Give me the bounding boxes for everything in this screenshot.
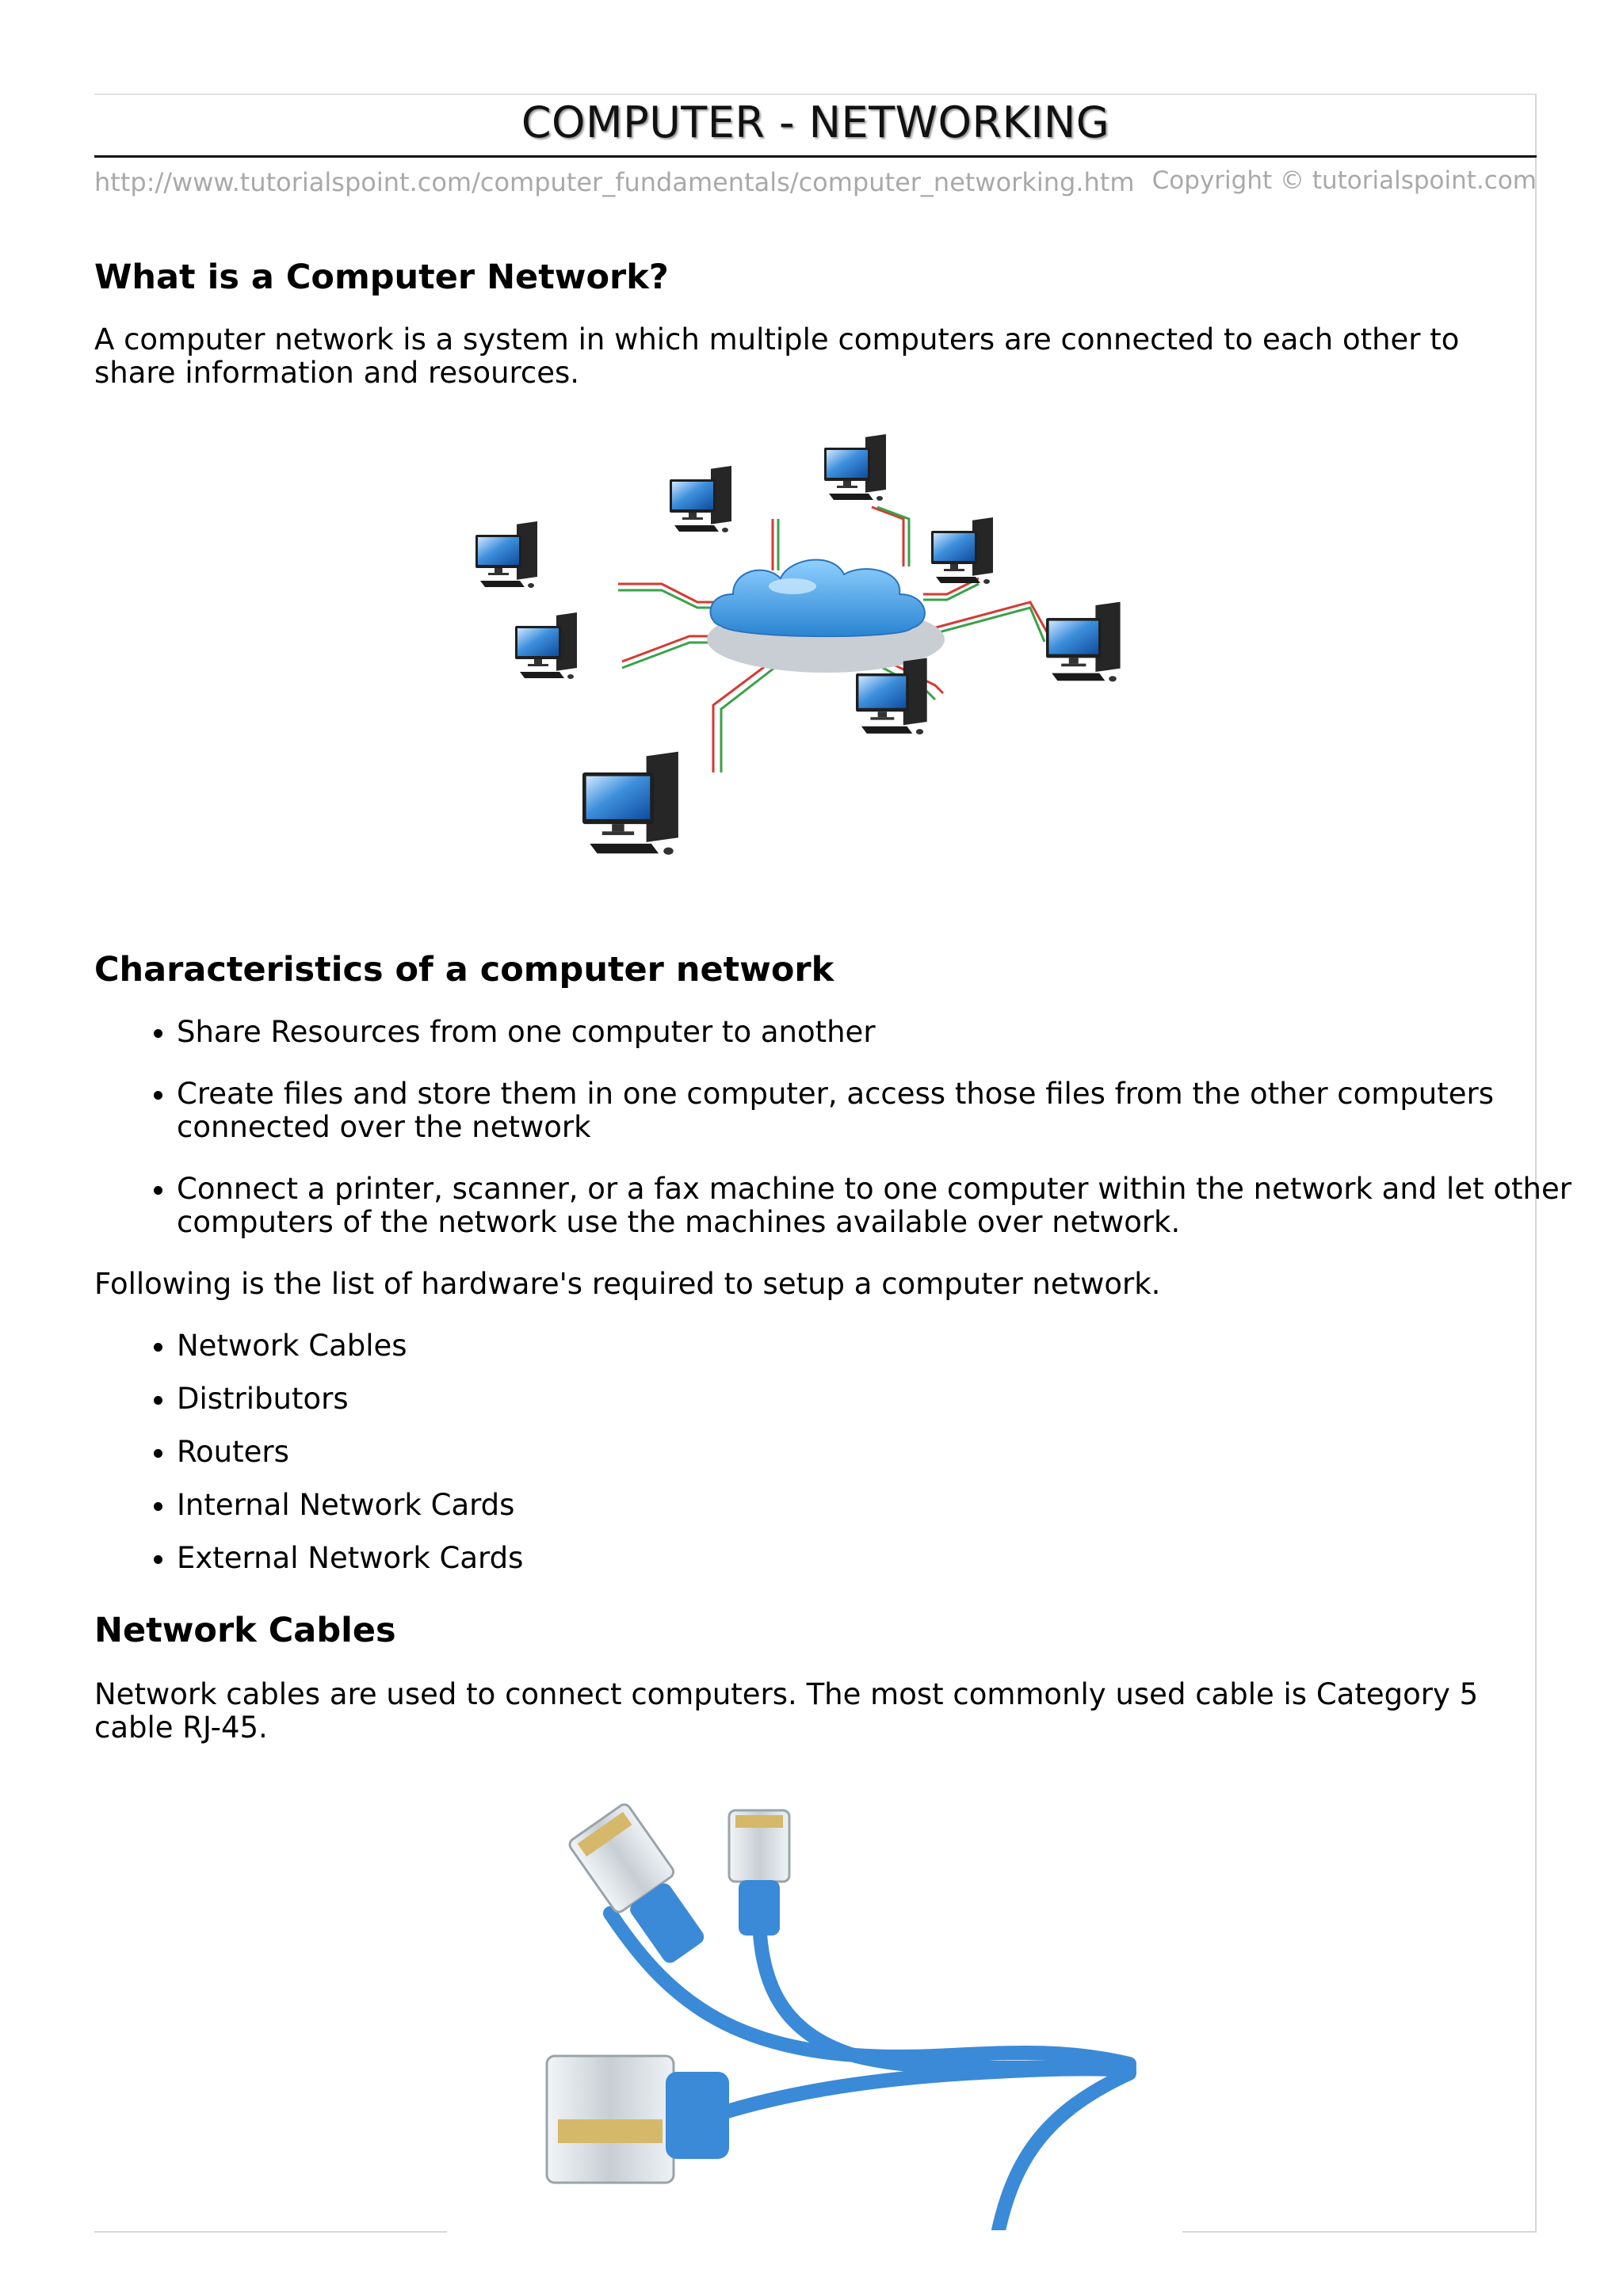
bottom-rule	[94, 2231, 447, 2233]
page-title: COMPUTER - NETWORKING	[521, 97, 1110, 147]
paragraph-network-definition: A computer network is a system in which multiple computers are connected to each other to share information and resources.	[94, 322, 1460, 390]
heading-network-cables: Network Cables	[94, 1611, 396, 1650]
heading-characteristics: Characteristics of a computer network	[94, 950, 834, 990]
rj45-connector-icon	[547, 2056, 729, 2183]
paragraph-hardware-intro: Following is the list of hardware's required to setup a computer network.	[94, 1267, 1161, 1301]
list-item: • Network Cables	[177, 1329, 523, 1363]
list-item: • External Network Cards	[177, 1542, 523, 1575]
heading-what-is-network: What is a Computer Network?	[94, 257, 669, 297]
computer-icon	[515, 612, 577, 679]
computer-icon	[475, 521, 537, 588]
hardware-list	[94, 1329, 523, 1575]
bottom-rule	[1182, 2231, 1537, 2233]
source-url[interactable]: http://www.tutorialspoint.com/computer_fundamentals/computer_networking.htm	[94, 167, 1135, 197]
list-item: • Routers	[177, 1436, 523, 1469]
rj45-cables-graphic	[491, 1794, 1149, 2230]
list-item: • Internal Network Cards	[177, 1489, 523, 1522]
list-item: • Distributors	[177, 1383, 523, 1416]
network-diagram-image	[460, 432, 1173, 907]
computer-icon	[931, 517, 993, 584]
copyright-notice: Copyright © tutorialspoint.com	[1151, 166, 1537, 195]
list-item: • Connect a printer, scanner, or a fax machine to one computer within the network and let other computers of the network use the machines available over network.	[177, 1173, 1571, 1239]
computer-icon	[824, 434, 886, 501]
title-divider	[94, 155, 1537, 158]
computer-icon	[670, 466, 731, 532]
rj45-connector-icon	[729, 1810, 789, 1936]
list-item: • Share Resources from one computer to another	[177, 1016, 1571, 1049]
network-diagram-graphic	[460, 432, 1173, 907]
paragraph-network-cables: Network cables are used to connect computers. The most commonly used cable is Category 5 cable RJ-45.	[94, 1677, 1479, 1745]
cloud-icon	[707, 559, 945, 673]
network-cables-image	[491, 1794, 1149, 2230]
list-item: • Create files and store them in one computer, access those files from the other computers connected over the network	[177, 1077, 1571, 1144]
computer-icon	[1046, 602, 1121, 682]
characteristics-list	[94, 1016, 1571, 1239]
computer-icon	[582, 752, 678, 855]
